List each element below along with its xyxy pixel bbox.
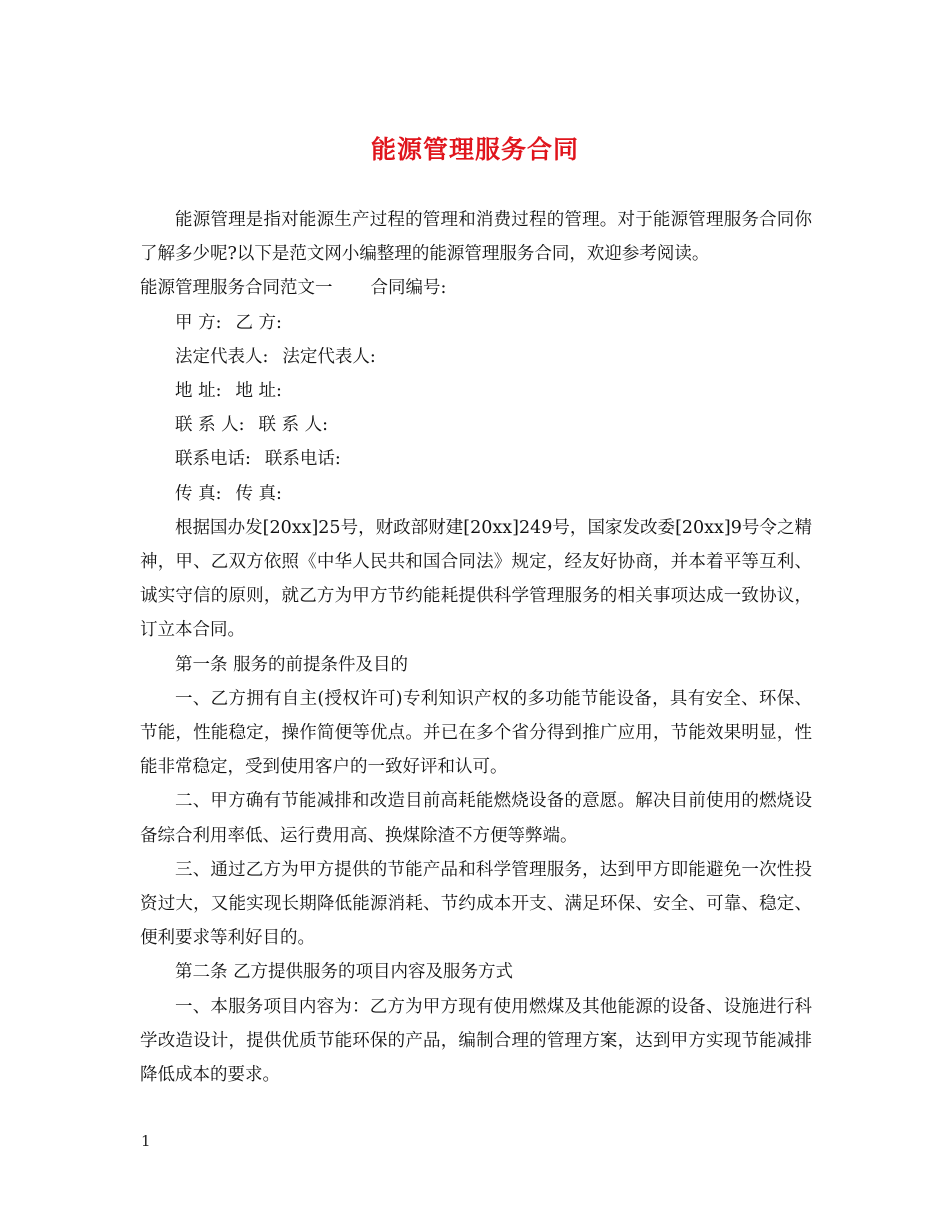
intro-paragraph: 能源管理是指对能源生产过程的管理和消费过程的管理。对于能源管理服务合同你了解多少呢?以下是范文网小编整理的能源管理服务合同，欢迎参考阅读。	[140, 210, 812, 265]
party-line	[140, 306, 812, 340]
phone-a-label: 联系电话:	[175, 449, 251, 470]
sample-heading: 能源管理服务合同范文一	[140, 278, 333, 299]
contact-a-label: 联 系 人:	[175, 415, 245, 436]
address-line	[140, 374, 812, 408]
address-a-label: 地 址:	[175, 381, 222, 402]
party-a-label: 甲 方:	[175, 312, 222, 333]
contact-b-label: 联 系 人:	[258, 415, 329, 436]
page-number: 1	[141, 1132, 151, 1150]
fax-b-label: 传 真:	[235, 483, 282, 504]
document-body	[140, 203, 812, 1092]
article-1-item-3: 三、通过乙方为甲方提供的节能产品和科学管理服务，达到甲方即能避免一次性投资过大，又能实现长期降低能源消耗、节约成本开支、满足环保、安全、可靠、稳定、便利要求等利好目的。	[140, 859, 812, 949]
phone-line	[140, 442, 812, 476]
rep-a-label: 法定代表人:	[175, 346, 269, 367]
document-title: 能源管理服务合同	[370, 135, 579, 164]
contact-person-line	[140, 408, 812, 442]
article-1-heading: 第一条 服务的前提条件及目的	[175, 654, 409, 675]
fax-a-label: 传 真:	[175, 483, 222, 504]
party-b-label: 乙 方:	[235, 312, 282, 333]
article-2-heading: 第二条 乙方提供服务的项目内容及服务方式	[175, 962, 514, 983]
rep-b-label: 法定代表人:	[282, 346, 376, 367]
fax-line	[140, 477, 812, 511]
address-b-label: 地 址:	[235, 381, 282, 402]
legal-representative-line	[140, 340, 812, 374]
article-2-item-1: 一、本服务项目内容为：乙方为甲方现有使用燃煤及其他能源的设备、设施进行科学改造设计，提供优质节能环保的产品，编制合理的管理方案，达到甲方实现节能减排降低成本的要求。	[140, 996, 812, 1086]
preamble-paragraph: 根据国办发[20xx]25号，财政部财建[20xx]249号，国家发改委[20xx]9号令之精神，甲、乙双方依照《中华人民共和国合同法》规定，经友好协商，并本着平等互利、诚实守信的原则，就乙方为甲方节约能耗提供科学管理服务的相关事项达成一致协议，订立本合同。	[140, 517, 812, 641]
article-1-item-2: 二、甲方确有节能减排和改造目前高耗能燃烧设备的意愿。解决目前使用的燃烧设备综合利用率低、运行费用高、换煤除渣不方便等弊端。	[140, 791, 812, 846]
article-1-item-1: 一、乙方拥有自主(授权许可)专利知识产权的多功能节能设备，具有安全、环保、节能，性能稳定，操作简便等优点。并已在多个省分得到推广应用，节能效果明显，性能非常稳定，受到使用客户的一致好评和认可。	[140, 688, 812, 778]
phone-b-label: 联系电话:	[264, 449, 341, 470]
sample-heading-line	[140, 271, 812, 305]
contract-number-label: 合同编号:	[370, 278, 447, 299]
